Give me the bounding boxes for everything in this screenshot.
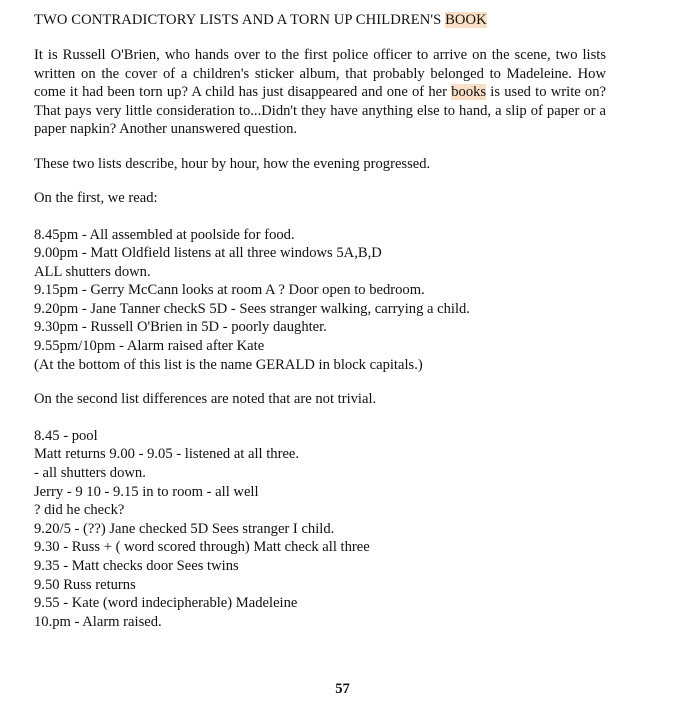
second-list — [34, 427, 606, 632]
list-item: ALL shutters down. — [34, 263, 151, 280]
list-item: ? did he check? — [34, 502, 125, 519]
describe-paragraph: These two lists describe, hour by hour, how the evening progressed. — [34, 155, 431, 172]
list-item: 9.20pm - Jane Tanner checkS 5D - Sees stranger walking, carrying a child. — [34, 300, 470, 317]
list-item: 8.45pm - All assembled at poolside for food. — [34, 226, 295, 243]
heading-text: TWO CONTRADICTORY LISTS AND A TORN UP CHILDREN'S — [34, 12, 446, 28]
intro-paragraph — [34, 46, 606, 139]
first-list — [34, 226, 606, 375]
chapter-heading — [34, 10, 606, 30]
intro-highlight: books — [451, 84, 487, 100]
list-item: Matt returns 9.00 - 9.05 - listened at all three. — [34, 446, 300, 463]
document-page — [34, 10, 606, 631]
intro-text-before: It is Russell O'Brien, who hands over to the first police officer to arrive on the scene, two lists written on the cover of a children's sticker album, that probably belonged to Madeleine. How come it had been torn up? A child has just disappeared and one of her — [34, 47, 606, 100]
list-item: 10.pm - Alarm raised. — [34, 613, 162, 630]
first-list-intro: On the first, we read: — [34, 190, 158, 206]
list-item: 9.55pm/10pm - Alarm raised after Kate — [34, 338, 265, 355]
page-number: 57 — [335, 681, 350, 697]
list-item: 9.55 - Kate (word indecipherable) Madeleine — [34, 595, 298, 612]
heading-highlight: BOOK — [445, 12, 487, 28]
list-item: 8.45 - pool — [34, 427, 98, 444]
list-item: 9.00pm - Matt Oldfield listens at all three windows 5A,B,D — [34, 245, 382, 262]
list-item: 9.30 - Russ + ( word scored through) Matt check all three — [34, 539, 370, 556]
intro-text-after: is used to write on? That pays very little consideration to...Didn't they have anything else to hand, a slip of paper or a paper napkin? Another unanswered question. — [34, 84, 606, 137]
list-item: 9.35 - Matt checks door Sees twins — [34, 557, 239, 574]
second-list-intro: On the second list differences are noted that are not trivial. — [34, 391, 377, 408]
list-item: Jerry - 9 10 - 9.15 in to room - all well — [34, 483, 259, 500]
list-item: 9.20/5 - (??) Jane checked 5D Sees stranger I child. — [34, 520, 335, 537]
list-item: 9.15pm - Gerry McCann looks at room A ? Door open to bedroom. — [34, 282, 425, 299]
list-item: (At the bottom of this list is the name GERALD in block capitals.) — [34, 356, 423, 373]
list-item: - all shutters down. — [34, 464, 146, 481]
list-item: 9.50 Russ returns — [34, 576, 136, 593]
list-item: 9.30pm - Russell O'Brien in 5D - poorly daughter. — [34, 319, 327, 336]
